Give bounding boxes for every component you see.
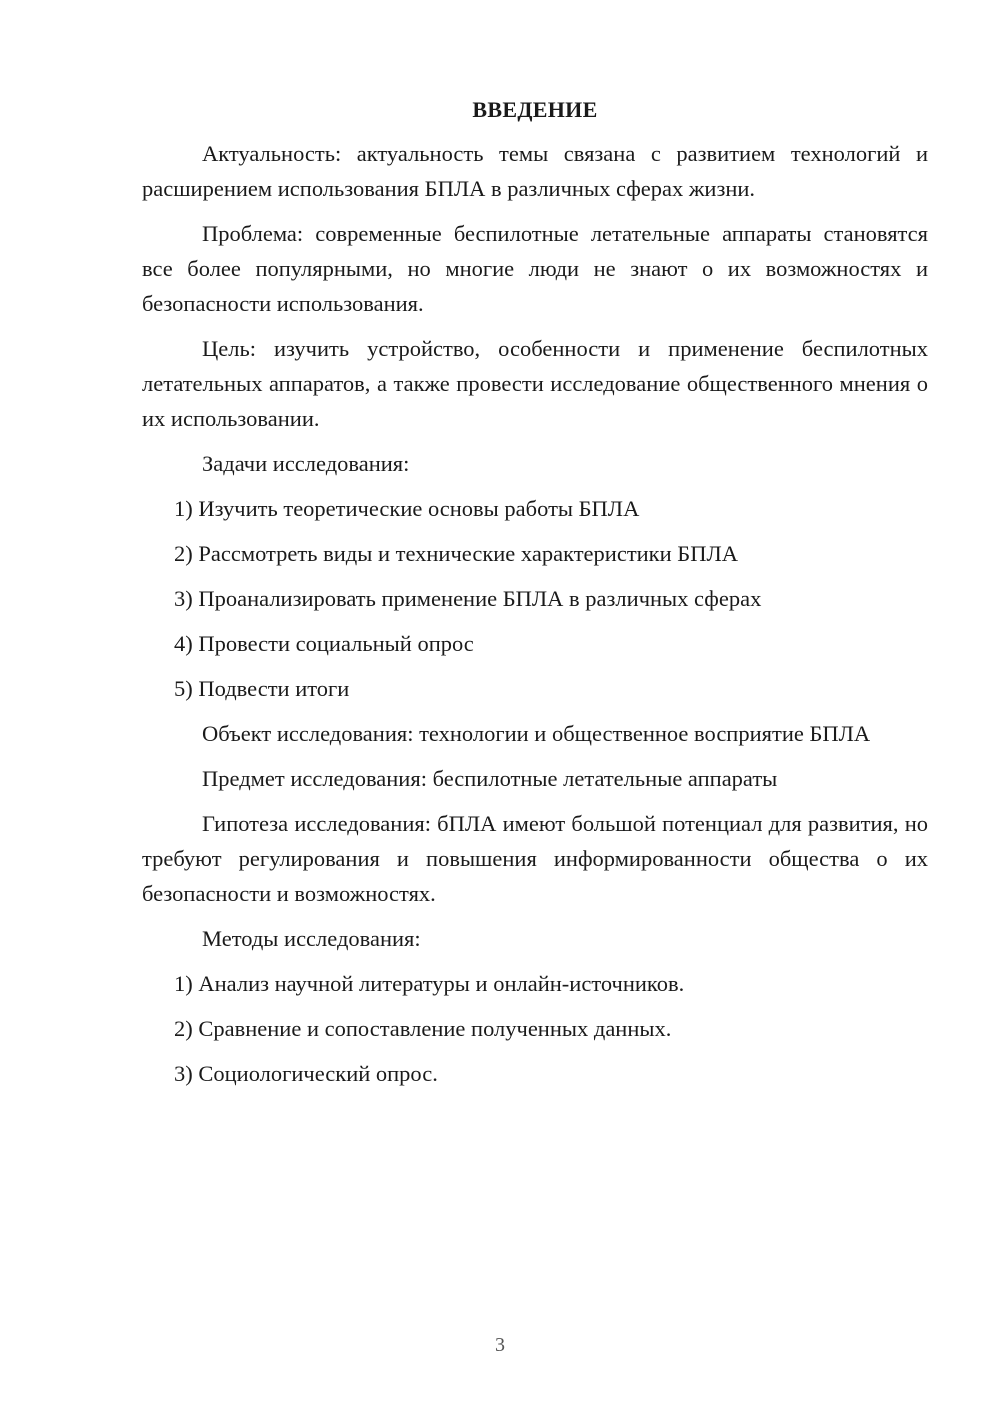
problem-paragraph: Проблема: современные беспилотные летательные аппараты становятся все более популярными, но многие люди не знают о их возможностях и безопасности использования. xyxy=(142,221,928,316)
task-item: 5) Подвести итоги xyxy=(174,676,350,701)
methods-list xyxy=(142,966,928,1091)
goal-paragraph: Цель: изучить устройство, особенности и применение беспилотных летательных аппаратов, а также провести исследование общественного мнения о их использовании. xyxy=(142,336,928,431)
task-item: 1) Изучить теоретические основы работы БПЛА xyxy=(174,496,640,521)
method-item: 3) Социологический опрос. xyxy=(174,1061,438,1086)
method-item: 1) Анализ научной литературы и онлайн-источников. xyxy=(174,971,685,996)
hypothesis-paragraph: Гипотеза исследования: бПЛА имеют большой потенциал для развития, но требуют регулирования и повышения информированности общества о их безопасности и возможностях. xyxy=(142,811,928,906)
tasks-list xyxy=(142,491,928,706)
relevance-paragraph: Актуальность: актуальность темы связана с развитием технологий и расширением использования БПЛА в различных сферах жизни. xyxy=(142,141,928,201)
subject-paragraph: Предмет исследования: беспилотные летательные аппараты xyxy=(202,766,778,791)
task-item: 2) Рассмотреть виды и технические характеристики БПЛА xyxy=(174,541,738,566)
document-page xyxy=(142,92,928,1101)
tasks-heading: Задачи исследования: xyxy=(202,451,410,476)
task-item: 3) Проанализировать применение БПЛА в различных сферах xyxy=(174,586,762,611)
task-item: 4) Провести социальный опрос xyxy=(174,631,474,656)
methods-heading: Методы исследования: xyxy=(202,926,421,951)
object-paragraph: Объект исследования: технологии и общественное восприятие БПЛА xyxy=(202,721,871,746)
page-title: ВВЕДЕНИЕ xyxy=(472,97,598,122)
method-item: 2) Сравнение и сопоставление полученных данных. xyxy=(174,1016,672,1041)
page-number: 3 xyxy=(495,1334,505,1356)
